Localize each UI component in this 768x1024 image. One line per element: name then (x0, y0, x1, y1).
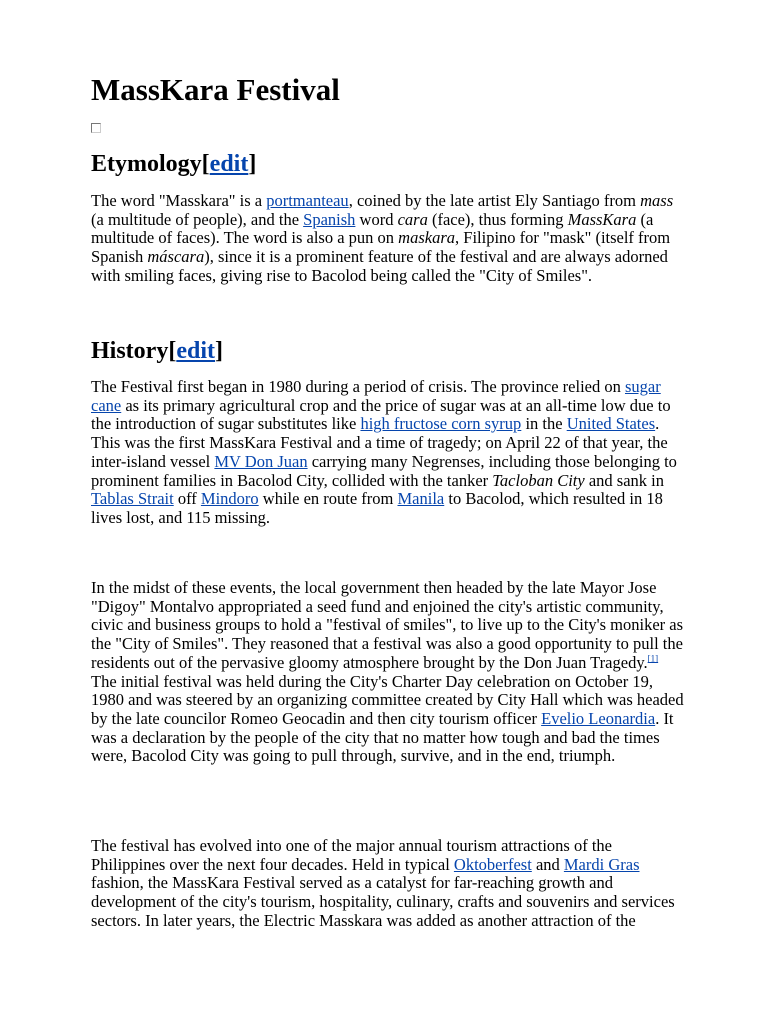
text-run: carrying many Negrenses, including those belonging to prominent families in Bacolod City, collided with the tanker (91, 451, 677, 490)
text-run: (a multitude of faces). The word is also a pun on (91, 209, 654, 248)
text-run: off (173, 489, 201, 509)
text-run: The initial festival was held during the City's Charter Day celebration on October 19, 1980 and was steered by an organizing committee created by City Hall which was headed by the late councilor Romeo Geocadin and then city tourism officer (91, 671, 684, 728)
italic-term-mascara: máscara (147, 247, 205, 267)
text-run: in the (521, 414, 567, 434)
link-mv-don-juan[interactable]: MV Don Juan (214, 451, 308, 471)
text-run: and (531, 854, 564, 874)
bracket-close: ] (215, 338, 223, 364)
edit-link-etymology[interactable]: edit (209, 151, 249, 177)
text-run: . It was a declaration by the people of the city that no matter how tough and bad the times were, Bacolod City was going to pull through, survive, and in the end, triumph. (91, 708, 674, 766)
page-title: MassKara Festival (91, 72, 340, 107)
link-oktoberfest[interactable]: Oktoberfest (453, 854, 532, 874)
text-run: , coined by the late artist Ely Santiago from (348, 191, 641, 210)
history-paragraph-3 (91, 837, 686, 931)
section-heading-label: History (91, 338, 169, 364)
text-run: (a multitude of people), and the (91, 209, 304, 229)
italic-term-cara: cara (397, 209, 428, 229)
citation-link-1[interactable]: [1] (647, 653, 659, 664)
text-run: , Filipino for "mask" (itself from Spanish (91, 228, 671, 267)
link-evelio-leonardia[interactable]: Evelio Leonardia (541, 708, 656, 728)
text-run: and sank in (584, 470, 664, 490)
text-run: to Bacolod, which resulted in 18 lives lost, and 115 missing. (91, 489, 663, 527)
text-run: ), since it is a prominent feature of the festival and are always adorned with smiling faces, giving rise to Bacolod being called the "City of Smiles". (91, 247, 668, 285)
text-run: The word "Masskara" is a (91, 191, 267, 210)
bracket-open: [ (168, 338, 177, 364)
history-paragraph-1 (91, 378, 686, 528)
link-high-fructose-corn-syrup[interactable]: high fructose corn syrup (360, 414, 522, 434)
text-run: while en route from (258, 489, 398, 509)
bracket-open: [ (201, 151, 210, 177)
text-run: The festival has evolved into one of the major annual tourism attractions of the Philippines over the next four decades. Held in typical (91, 836, 612, 874)
text-run: word (355, 209, 398, 229)
italic-term-mass: mass (640, 191, 674, 210)
edit-link-history[interactable]: edit (176, 338, 215, 364)
section-heading-etymology (91, 149, 256, 179)
etymology-paragraph (91, 192, 686, 286)
text-run: In the midst of these events, the local government then headed by the late Mayor Jose "Digoy" Montalvo appropriated a seed fund and enjoined the city's artistic community, civic and business groups to hold a "festival of smiles", to live up to the City's moniker as the "City of Smiles". They reasoned that a festival was also a good opportunity to pull the residents out of the pervasive gloomy atmosphere brought by the Don Juan Tragedy. (91, 578, 684, 672)
italic-term-masskara: MassKara (567, 209, 637, 229)
text-run: . This was the first MassKara Festival and a time of tragedy; on April 22 of that year, the inter-island vessel (91, 414, 668, 471)
italic-term-maskara: maskara (398, 228, 456, 248)
link-manila[interactable]: Manila (397, 489, 445, 509)
bracket-close: ] (248, 151, 257, 177)
history-paragraph-2 (91, 579, 686, 766)
link-sugar-cane[interactable]: sugar cane (91, 377, 661, 415)
text-run: fashion, the MassKara Festival served as a catalyst for far-reaching growth and development of the city's tourism, hospitality, culinary, crafts and souvenirs and services sectors. In later years, the Electric Masskara was added as another attraction of the (91, 873, 675, 930)
text-run: The Festival first began in 1980 during a period of crisis. The province relied on (91, 377, 625, 396)
section-heading-history (91, 336, 223, 366)
link-portmanteau[interactable]: portmanteau (266, 191, 349, 210)
link-spanish[interactable]: Spanish (303, 209, 356, 229)
text-run: (face), thus forming (427, 209, 568, 229)
text-run: as its primary agricultural crop and the price of sugar was at an all-time low due to the introduction of sugar substitutes like (91, 395, 671, 434)
link-mardi-gras[interactable]: Mardi Gras (563, 854, 640, 874)
link-mindoro[interactable]: Mindoro (200, 489, 259, 509)
italic-term-tacloban-city: Tacloban City (492, 470, 585, 490)
section-heading-label: Etymology (91, 151, 202, 177)
link-tablas-strait[interactable]: Tablas Strait (91, 489, 174, 509)
link-united-states[interactable]: United States (566, 414, 656, 434)
broken-image-icon (91, 123, 101, 133)
